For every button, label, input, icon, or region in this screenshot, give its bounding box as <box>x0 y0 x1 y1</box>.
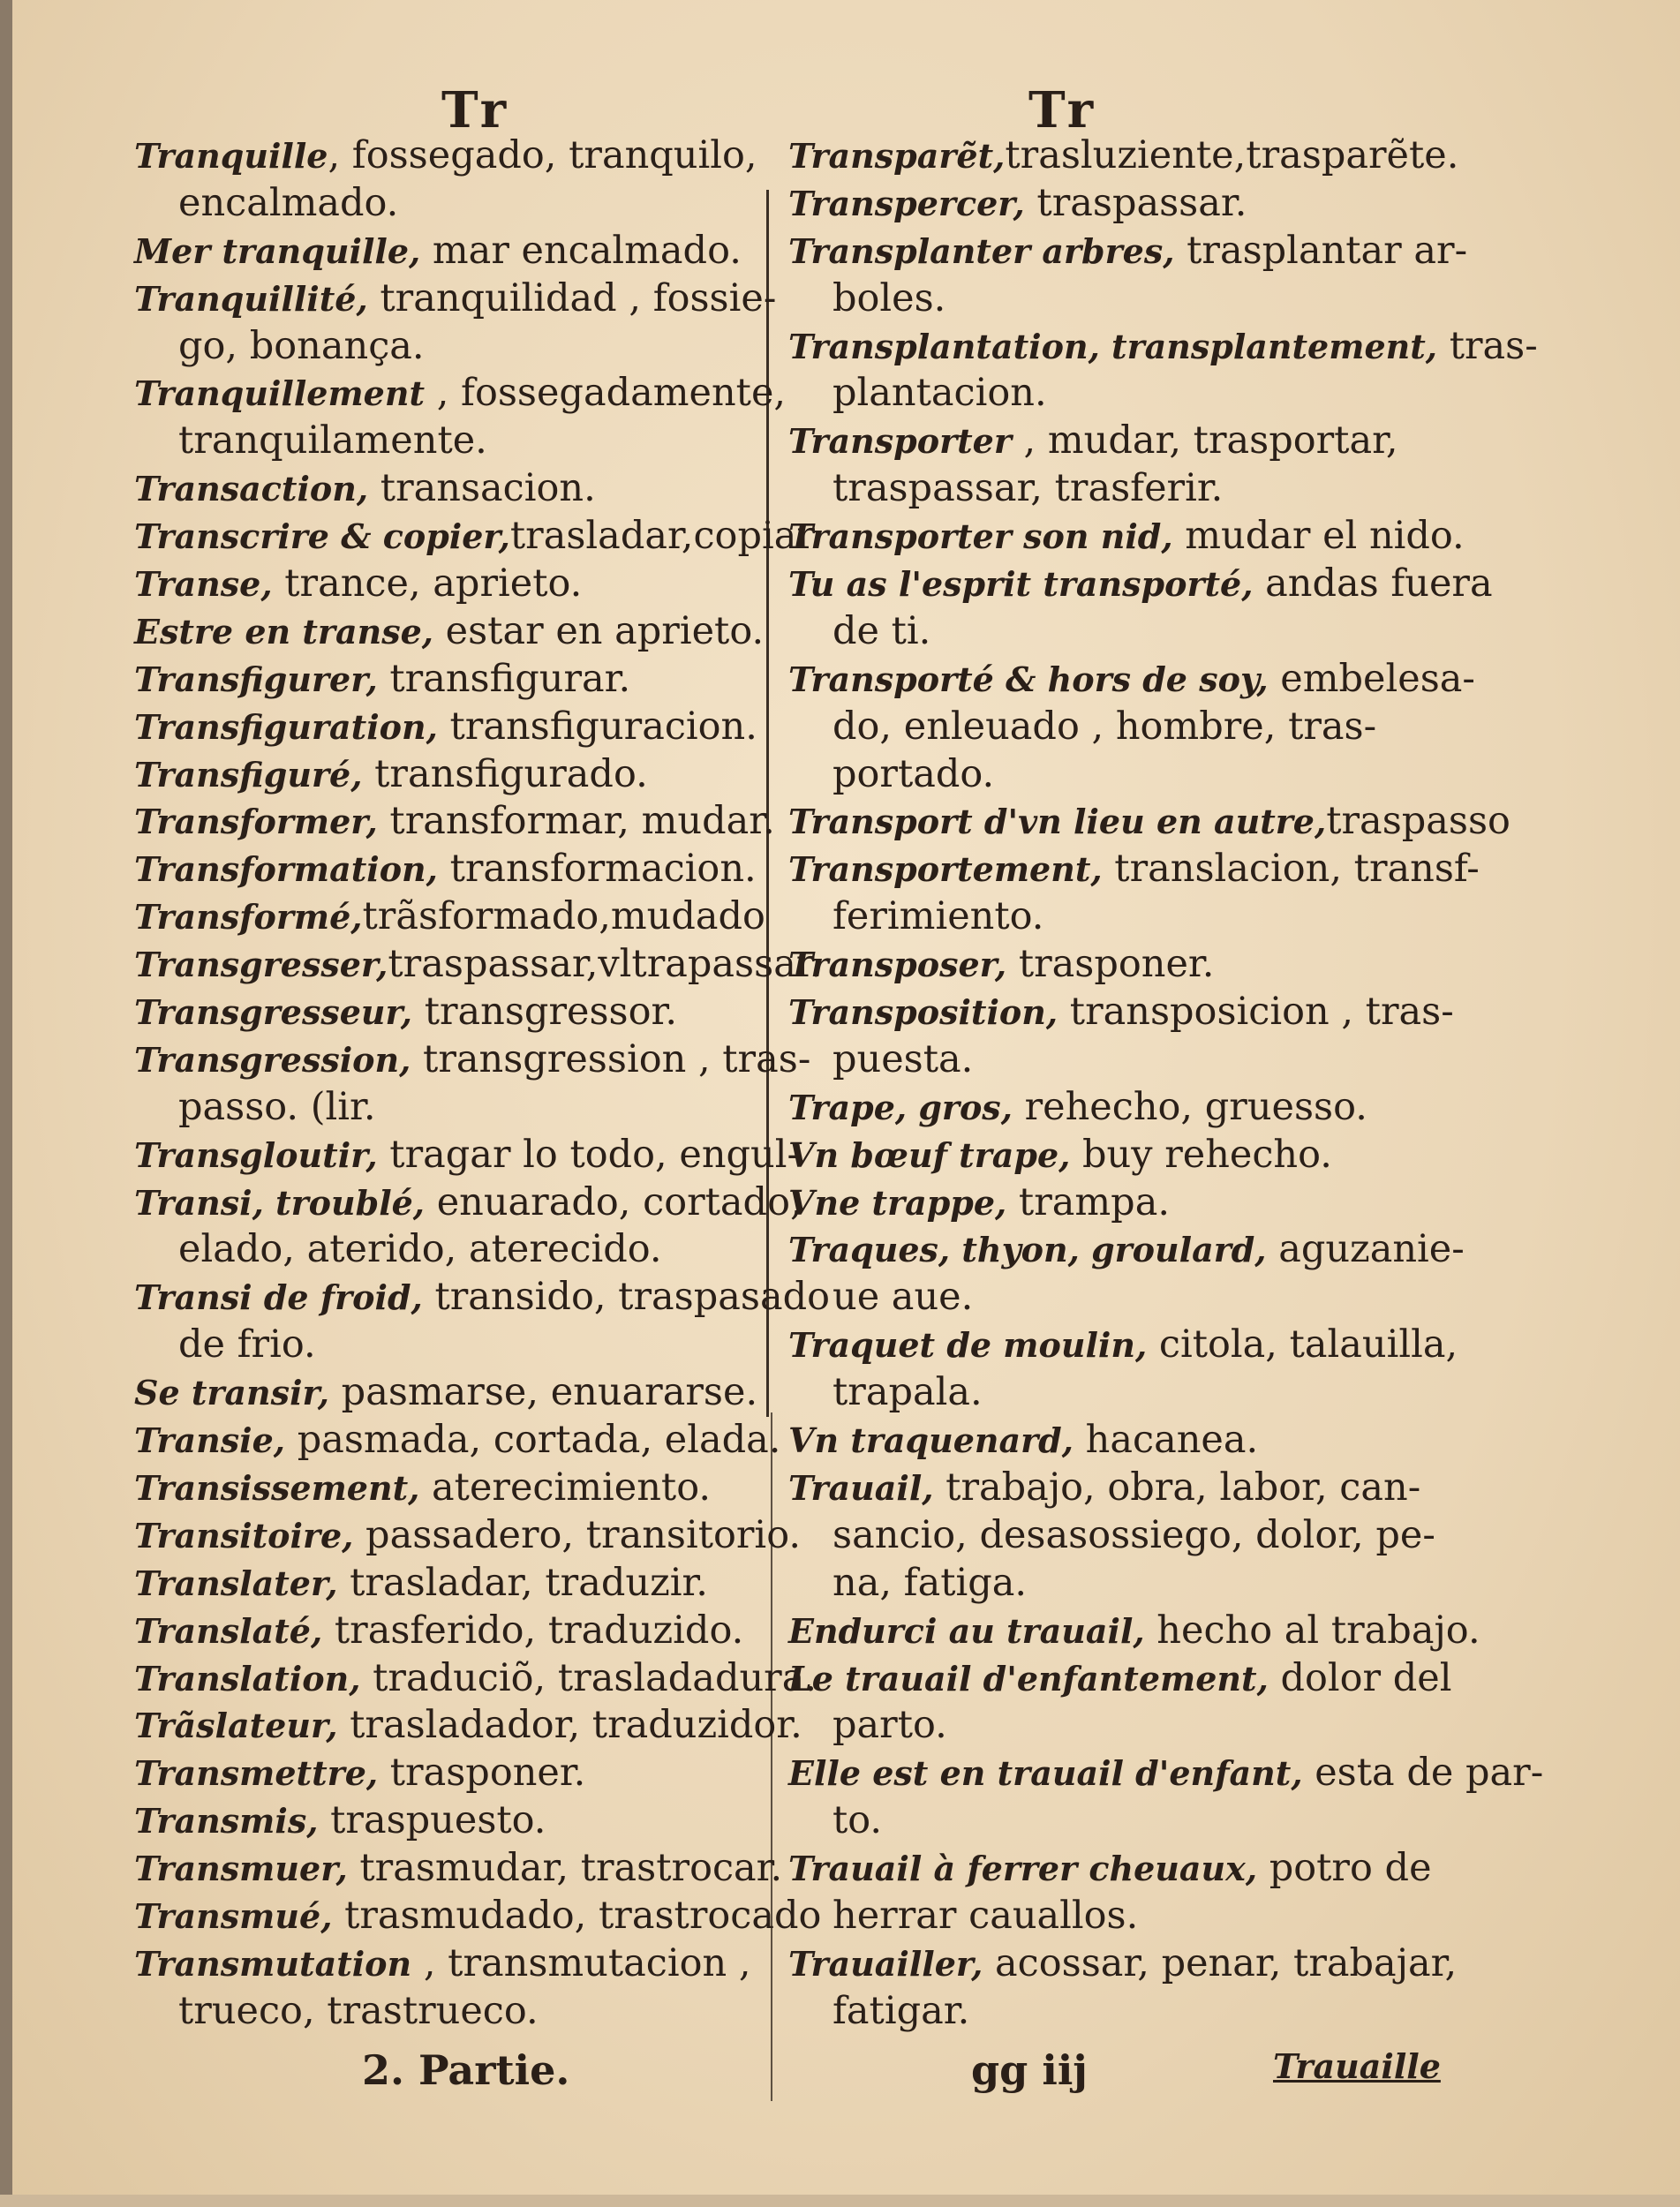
translation: trãsformado,mudado <box>362 894 765 939</box>
translation: encalmado. <box>178 180 399 225</box>
translation: de frio. <box>178 1322 316 1367</box>
headword: Transparẽt, <box>788 136 1006 176</box>
entry-line <box>134 1988 770 2036</box>
translation: trasladar,copiar <box>509 514 815 559</box>
headword: Transfigurer, <box>134 659 378 699</box>
headword: Trauail, <box>788 1467 934 1508</box>
headword: Traques, thyon, groulard, <box>788 1230 1267 1270</box>
translation: transacion. <box>368 466 596 511</box>
headword: Transplantation, transplantement, <box>788 326 1438 366</box>
headword: Transgloutir, <box>134 1134 378 1175</box>
translation: traspassar, trasferir. <box>832 466 1224 511</box>
translation: buy rehecho. <box>1070 1132 1332 1177</box>
entry-line <box>788 1702 1424 1750</box>
entry-line <box>788 1322 1458 1369</box>
entry-line <box>788 1655 1452 1703</box>
translation: trasmudado, trastrocado <box>332 1893 822 1938</box>
headword: Transposition, <box>788 992 1058 1033</box>
translation: potro de <box>1257 1846 1432 1891</box>
entry-line <box>134 418 770 465</box>
entry-line <box>788 1988 1424 2036</box>
entry-line <box>134 228 770 275</box>
entry-line <box>788 656 1475 704</box>
entry-line <box>788 846 1480 893</box>
headword: Transposer, <box>788 945 1007 985</box>
headword: Tranquillité, <box>134 278 368 319</box>
translation: trasmudar, trastrocar. <box>347 1846 783 1891</box>
translation: , mudar, trasportar, <box>1011 418 1398 463</box>
entry-line <box>134 1702 802 1750</box>
translation: dolor del <box>1268 1655 1452 1700</box>
translation: herrar cauallos. <box>832 1893 1139 1938</box>
headword: Translaté, <box>134 1610 323 1651</box>
translation: na, fatiga. <box>832 1560 1028 1605</box>
entry-line <box>788 893 1424 941</box>
entry-line <box>788 1893 1424 1940</box>
translation: andas fuera <box>1253 561 1493 606</box>
entry-line <box>134 1608 770 1655</box>
entry-line <box>788 1274 1424 1322</box>
entry-line <box>134 1369 770 1417</box>
translation: passadero, transitorio. <box>353 1512 801 1557</box>
headword: Transporté & hors de soy, <box>788 659 1269 699</box>
headword: Transi, troublé, <box>134 1182 426 1223</box>
translation: ferimiento. <box>832 894 1044 939</box>
entry-line <box>134 1465 770 1512</box>
entry-line <box>788 370 1424 418</box>
entry-line <box>788 1560 1424 1608</box>
part-label: 2. Partie. <box>362 2046 570 2094</box>
headword: Transie, <box>134 1420 286 1461</box>
translation: translacion, transf- <box>1102 847 1480 892</box>
headword: Transpercer, <box>788 183 1025 223</box>
headword: Tu as l'esprit transporté, <box>788 564 1254 605</box>
entry-line <box>788 1369 1424 1417</box>
entry-line <box>788 1036 1424 1084</box>
headword: Transmettre, <box>134 1753 379 1794</box>
entry-line <box>134 1655 817 1703</box>
headword: Trape, gros, <box>788 1087 1013 1127</box>
translation: trasladador, traduzidor. <box>337 1703 802 1748</box>
headword: Traquet de moulin, <box>788 1325 1148 1366</box>
translation: transfiguracion. <box>437 704 757 749</box>
entry-line <box>788 1417 1424 1465</box>
entry-line <box>788 704 1424 751</box>
entry-line <box>134 1512 801 1560</box>
translation: transfigurar. <box>377 656 631 701</box>
translation: trasponer. <box>378 1751 586 1796</box>
translation: mar encalmado. <box>420 228 742 273</box>
entry-line <box>134 704 770 751</box>
entry-line <box>134 1036 811 1084</box>
entry-line <box>134 275 777 323</box>
entry-line <box>134 1940 770 1988</box>
headword: Transmué, <box>134 1895 333 1936</box>
entry-line <box>788 1750 1544 1797</box>
headword: Transmutation <box>134 1943 412 1984</box>
headword: Transi de froid, <box>134 1277 423 1318</box>
headword: Transmis, <box>134 1801 319 1842</box>
entry-line <box>134 846 770 893</box>
translation: transfigurado. <box>362 751 648 796</box>
translation: puesta. <box>832 1036 974 1081</box>
headword: Transaction, <box>134 469 369 509</box>
page-edge-shadow <box>0 0 12 2207</box>
entry-line <box>788 989 1454 1036</box>
translation: parto. <box>832 1703 947 1748</box>
left-column <box>134 132 831 2036</box>
entry-line <box>134 608 770 656</box>
translation: hacanea. <box>1073 1418 1259 1463</box>
headword: Le trauail d'enfantement, <box>788 1658 1269 1699</box>
translation: transposicion , tras- <box>1058 990 1454 1035</box>
translation: rehecho, gruesso. <box>1012 1084 1367 1129</box>
entry-line <box>788 465 1424 513</box>
translation: acossar, penar, trabajar, <box>983 1940 1458 1985</box>
translation: traspassar,vltrapassar. <box>388 942 823 987</box>
translation: traspasso <box>1326 799 1510 844</box>
entry-line <box>134 798 775 846</box>
translation: citola, talauilla, <box>1147 1322 1458 1367</box>
entry-line <box>788 418 1424 465</box>
translation: , fossegadamente, <box>425 371 787 416</box>
translation: ue aue. <box>832 1275 974 1320</box>
signature-mark: gg iij <box>971 2046 1088 2094</box>
entry-line <box>134 1084 770 1132</box>
entry-line <box>788 1940 1458 1988</box>
translation: transformacion. <box>437 847 757 892</box>
translation: tranquilamente. <box>178 418 487 463</box>
headword: Transformer, <box>134 802 378 842</box>
translation: do, enleuado , hombre, tras- <box>832 704 1377 749</box>
entry-line <box>134 1226 770 1274</box>
entry-line <box>134 1417 781 1465</box>
translation: , transmutacion , <box>411 1940 751 1985</box>
translation: transido, traspasado <box>422 1275 831 1320</box>
translation: mudar el nido. <box>1172 514 1465 559</box>
entry-line <box>788 323 1538 371</box>
translation: fatigar. <box>832 1988 970 2033</box>
translation: passo. (lir. <box>178 1084 376 1129</box>
translation: traspuesto. <box>318 1798 546 1843</box>
translation: transgression , tras- <box>411 1036 811 1081</box>
headword: Transitoire, <box>134 1515 354 1555</box>
headword: Vn traquenard, <box>788 1420 1074 1461</box>
translation: traspassar. <box>1024 180 1247 225</box>
running-head-left: Tr <box>441 81 512 139</box>
translation: transgressor. <box>412 990 677 1035</box>
translation: trampa. <box>1006 1179 1171 1224</box>
headword: Trãslateur, <box>134 1706 338 1746</box>
entry-line <box>134 180 770 228</box>
entry-line <box>788 275 1424 323</box>
headword: Estre en transe, <box>134 611 433 652</box>
headword: Vn bœuf trape, <box>788 1134 1071 1175</box>
translation: boles. <box>832 275 946 320</box>
entry-line <box>134 323 770 371</box>
headword: Endurci au trauail, <box>788 1610 1145 1651</box>
entry-line <box>134 1132 801 1179</box>
translation: plantacion. <box>832 371 1047 416</box>
entry-line <box>788 132 1459 180</box>
entry-line <box>134 1845 783 1893</box>
entry-line <box>134 1179 802 1227</box>
entry-line <box>788 608 1424 656</box>
headword: Tranquillement <box>134 373 426 414</box>
headword: Transporter son nid, <box>788 516 1173 557</box>
entry-line <box>134 1797 770 1845</box>
entry-line <box>788 1226 1465 1274</box>
entry-line <box>788 1084 1424 1132</box>
entry-line <box>788 180 1424 228</box>
headword: Trauailler, <box>788 1943 983 1984</box>
translation: trasluziente,trasparẽte. <box>1005 133 1459 177</box>
entry-line <box>134 370 787 418</box>
headword: Transmuer, <box>134 1849 348 1889</box>
headword: Mer tranquille, <box>134 230 421 271</box>
headword: Vne trappe, <box>788 1182 1007 1223</box>
entry-line <box>788 513 1465 561</box>
headword: Elle est en trauail d'enfant, <box>788 1753 1303 1794</box>
headword: Transformation, <box>134 849 438 890</box>
headword: Tranquille <box>134 136 328 176</box>
translation: trapala. <box>832 1370 983 1415</box>
headword: Transissement, <box>134 1467 420 1508</box>
entry-line <box>788 1465 1424 1512</box>
translation: go, bonança. <box>178 323 425 368</box>
entry-line <box>788 1179 1424 1227</box>
entry-line <box>134 1560 770 1608</box>
translation: trueco, trastrueco. <box>178 1988 539 2033</box>
translation: hecho al trabajo. <box>1144 1608 1480 1653</box>
translation: tragar lo todo, engul- <box>377 1132 801 1177</box>
entry-line <box>134 132 770 180</box>
translation: trance, aprieto. <box>272 561 583 606</box>
headword: Transgression, <box>134 1039 411 1080</box>
page-bottom-edge <box>0 2195 1680 2207</box>
translation: de ti. <box>832 608 931 653</box>
headword: Transfiguré, <box>134 754 363 795</box>
running-head-right: Tr <box>1028 81 1099 139</box>
entry-line <box>788 1845 1432 1893</box>
headword: Transgresser, <box>134 945 388 985</box>
translation: , fossegado, tranquilo, <box>328 133 757 177</box>
entry-line <box>788 941 1424 989</box>
entry-line <box>134 941 823 989</box>
entry-line <box>788 561 1493 608</box>
translation: embelesa- <box>1268 656 1475 701</box>
headword: Transcrire & copier, <box>134 516 510 557</box>
translation: pasmada, cortada, elada. <box>285 1418 781 1463</box>
entry-line <box>134 1322 770 1369</box>
translation: tranquilidad , fossie- <box>367 275 777 320</box>
entry-line <box>134 1750 770 1797</box>
translation: aguzanie- <box>1266 1227 1465 1272</box>
translation: to. <box>832 1798 883 1843</box>
translation: esta de par- <box>1302 1751 1544 1796</box>
headword: Transgresseur, <box>134 992 413 1033</box>
entry-line <box>134 656 770 704</box>
translation: transformar, mudar. <box>377 799 775 844</box>
entry-line <box>134 1274 831 1322</box>
translation: sancio, desasossiego, dolor, pe- <box>832 1512 1435 1557</box>
headword: Transfiguration, <box>134 706 438 747</box>
headword: Translation, <box>134 1658 361 1699</box>
entry-line <box>788 1797 1424 1845</box>
headword: Translater, <box>134 1563 338 1603</box>
headword: Se transir, <box>134 1373 329 1413</box>
translation: trasferido, traduzido. <box>322 1608 744 1653</box>
translation: elado, aterido, aterecido. <box>178 1227 662 1272</box>
headword: Transformé, <box>134 897 363 938</box>
entry-line <box>134 513 815 561</box>
entry-line <box>134 561 770 608</box>
translation: trasponer. <box>1006 942 1215 987</box>
entry-line <box>788 1608 1480 1655</box>
entry-line <box>134 751 770 799</box>
headword: Transe, <box>134 564 273 605</box>
translation: pasmarse, enuararse. <box>329 1370 758 1415</box>
entry-line <box>134 989 770 1036</box>
entry-line <box>788 751 1424 799</box>
entry-line <box>134 893 770 941</box>
translation: trasladar, traduzir. <box>337 1560 708 1605</box>
translation: tras- <box>1437 323 1538 368</box>
translation: enuarado, cortado, <box>425 1179 802 1224</box>
translation: portado. <box>832 751 995 796</box>
translation: trabajo, obra, labor, can- <box>933 1465 1421 1510</box>
translation: aterecimiento. <box>419 1465 711 1510</box>
entry-line <box>134 465 770 513</box>
translation: trasplantar ar- <box>1174 228 1468 273</box>
catchword: Trauaille <box>1273 2046 1441 2086</box>
headword: Transporter <box>788 421 1012 462</box>
translation: traduciõ, trasladadura. <box>360 1655 817 1700</box>
entry-line <box>788 1132 1424 1179</box>
entry-line <box>788 228 1468 275</box>
headword: Transplanter arbres, <box>788 230 1175 271</box>
headword: Trauail à ferrer cheuaux, <box>788 1849 1258 1889</box>
entry-line <box>788 798 1510 846</box>
translation: estar en aprieto. <box>433 608 765 653</box>
headword: Transportement, <box>788 849 1103 890</box>
entry-line <box>134 1893 822 1940</box>
entry-line <box>788 1512 1435 1560</box>
right-column <box>788 132 1544 2036</box>
headword: Transport d'vn lieu en autre, <box>788 802 1327 842</box>
